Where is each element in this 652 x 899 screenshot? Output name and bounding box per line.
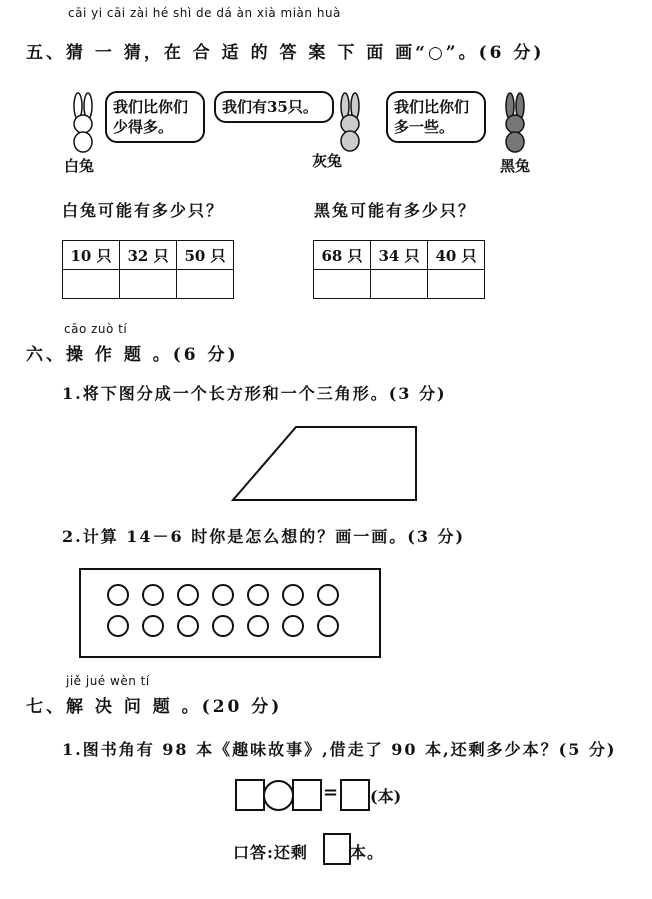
section5-pinyin: cāi yi cāi zài hé shì de dá àn xià miàn huà bbox=[68, 6, 341, 20]
options-table-white bbox=[62, 240, 234, 299]
counting-circle[interactable] bbox=[107, 584, 129, 606]
counting-circle[interactable] bbox=[247, 584, 269, 606]
trapezoid-figure[interactable] bbox=[230, 424, 420, 504]
rabbit-label-black: 黑兔 bbox=[500, 157, 531, 175]
section6-question-2: 2.计算 14－6 时你是怎么想的？画一画。(3 分) bbox=[62, 527, 466, 546]
unit-label: (本) bbox=[370, 787, 402, 806]
section7-title: 七、解 决 问 题 。(20 分) bbox=[26, 697, 283, 717]
option-cell: 34 只 bbox=[371, 241, 428, 270]
gray-rabbit-icon bbox=[327, 92, 372, 152]
option-cell: 68 只 bbox=[314, 241, 371, 270]
rabbit-label-gray: 灰兔 bbox=[312, 152, 343, 170]
counting-circle[interactable] bbox=[247, 615, 269, 637]
circle-drawing-box[interactable] bbox=[79, 568, 381, 658]
rabbit-label-white: 白兔 bbox=[64, 157, 95, 175]
number-box-2[interactable] bbox=[292, 779, 322, 811]
counting-circle[interactable] bbox=[177, 615, 199, 637]
section6-pinyin: cāo zuò tí bbox=[64, 322, 128, 336]
option-cell: 50 只 bbox=[177, 241, 234, 270]
counting-circle[interactable] bbox=[142, 584, 164, 606]
answer-cell[interactable] bbox=[314, 270, 371, 299]
speech-bubble-white: 我们比你们少得多。 bbox=[105, 91, 205, 143]
answer-box[interactable] bbox=[323, 833, 351, 865]
answer-cell[interactable] bbox=[120, 270, 177, 299]
answer-cell[interactable] bbox=[63, 270, 120, 299]
counting-circle[interactable] bbox=[317, 615, 339, 637]
answer-suffix: 本。 bbox=[350, 843, 385, 862]
result-box[interactable] bbox=[340, 779, 370, 811]
section6-question-1: 1.将下图分成一个长方形和一个三角形。(3 分) bbox=[62, 384, 447, 403]
answer-prefix: 口答:还剩 bbox=[233, 843, 308, 862]
option-cell: 10 只 bbox=[63, 241, 120, 270]
counting-circle[interactable] bbox=[212, 615, 234, 637]
counting-circle[interactable] bbox=[177, 584, 199, 606]
speech-bubble-gray: 我们有35只。 bbox=[214, 91, 334, 123]
section5-title: 五、猜 一 猜，在 合 适 的 答 案 下 面 画“○”。(6 分) bbox=[26, 43, 545, 63]
counting-circle[interactable] bbox=[282, 584, 304, 606]
number-box-1[interactable] bbox=[235, 779, 265, 811]
white-rabbit-icon bbox=[60, 92, 105, 154]
answer-cell[interactable] bbox=[177, 270, 234, 299]
black-rabbit-icon bbox=[492, 92, 537, 154]
answer-cell[interactable] bbox=[428, 270, 485, 299]
question-black-rabbit: 黑兔可能有多少只？ bbox=[314, 201, 477, 220]
answer-cell[interactable] bbox=[371, 270, 428, 299]
section7-pinyin: jiě jué wèn tí bbox=[66, 674, 150, 688]
option-cell: 32 只 bbox=[120, 241, 177, 270]
counting-circle[interactable] bbox=[142, 615, 164, 637]
section7-question-1: 1.图书角有 98 本《趣味故事》,借走了 90 本,还剩多少本？(5 分) bbox=[62, 740, 617, 759]
option-cell: 40 只 bbox=[428, 241, 485, 270]
section6-title: 六、操 作 题 。(6 分) bbox=[26, 345, 239, 365]
counting-circle[interactable] bbox=[212, 584, 234, 606]
question-white-rabbit: 白兔可能有多少只？ bbox=[62, 201, 225, 220]
equals-sign: = bbox=[323, 782, 339, 803]
operator-circle[interactable] bbox=[263, 780, 294, 811]
counting-circle[interactable] bbox=[107, 615, 129, 637]
options-table-black bbox=[313, 240, 485, 299]
speech-bubble-black: 我们比你们多一些。 bbox=[386, 91, 486, 143]
counting-circle[interactable] bbox=[282, 615, 304, 637]
counting-circle[interactable] bbox=[317, 584, 339, 606]
